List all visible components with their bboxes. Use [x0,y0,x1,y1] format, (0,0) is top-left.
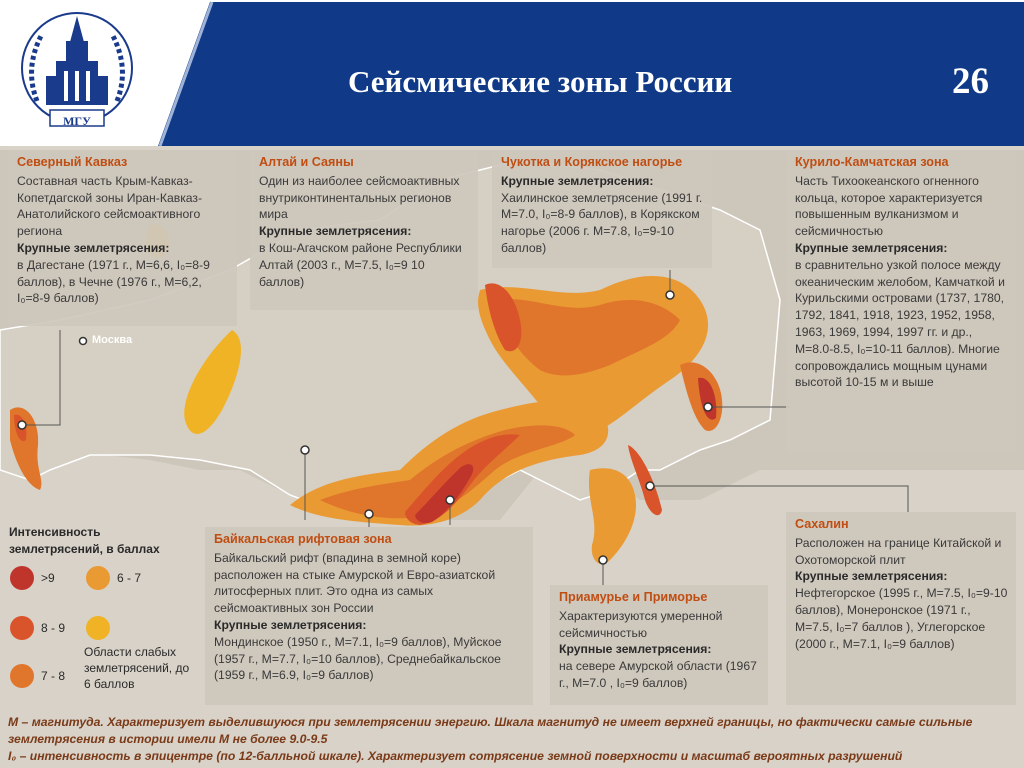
slide-title: Сейсмические зоны России [348,64,733,99]
info-baikal [205,527,533,705]
amur-heading: Приамурье и Приморье [559,590,708,604]
legend-label-6-7: 6 - 7 [117,571,142,585]
legend-swatch-8-9 [10,616,34,640]
legend-swatch-9 [10,566,34,590]
zone-amur [589,468,636,564]
info-altai [250,150,478,310]
chukotka-quakes-label: Крупные землетрясения: [501,173,654,188]
baikal-heading: Байкальская рифтовая зона [214,532,392,546]
sakhalin-text: Расположен на границе Китайской и Охотоморской плит [795,535,1002,567]
info-chukotka [492,150,712,268]
altai-text: Один из наиболее сейсмоактивных внутриконтинентальных регионов мира [259,173,460,222]
legend-label-weak: Области слабых землетрясений, до 6 баллов [84,645,190,691]
footnote [8,714,1018,765]
chukotka-heading: Чукотка и Корякское нагорье [501,155,683,169]
north-caucasus-heading: Северный Кавказ [17,155,128,169]
kuril-heading: Курило-Камчатская зона [795,155,949,169]
slide-number: 26 [952,61,989,102]
altai-heading: Алтай и Саяны [259,155,354,169]
kuril-quakes: в сравнительно узкой полосе между океаническим желобом, Камчаткой и Курильскими островами (1737, 1780, 1792, 1841, 1918, 1923, 1952, 1958, 1963, 1969, 1994, 1997 гг. и др., M=8.0-8.5, I₀=10-11 баллов). Многие сопровождались мощным цунами высотой 10-15 м и выше [795,257,1005,390]
north-caucasus-quakes-label: Крупные землетрясения: [17,240,170,255]
amur-quakes-label: Крупные землетрясения: [559,642,712,657]
legend-title: Интенсивность землетрясений, в баллах [9,525,160,556]
altai-quakes-label: Крупные землетрясения: [259,224,412,239]
north-caucasus-text: Составная часть Крым-Кавказ-Копетдагской зоны Иран-Кавказ-Анатолийского сейсмоактивного региона [17,173,203,239]
kuril-quakes-label: Крупные землетрясения: [795,240,948,255]
baikal-text: Байкальский рифт (впадина в земной коре) расположен на стыке Амурской и Евро-азиатской литосферных плит. Это одна из самых сейсмоактивных зон России [214,550,496,616]
footnote-intensity: I₀ – интенсивность в эпицентре (по 12-балльной шкале). Характеризует сотрясение земной поверхности и масштаб вероятных разрушений [8,749,903,763]
city-moscow-label: Москва [92,334,133,346]
chukotka-quakes: Хаилинское землетрясение (1991 г. M=7.0, I₀=8-9 баллов), в Корякском нагорье (2006 г. M=7.8, I₀=9-10 баллов) [501,190,703,255]
amur-quakes: на севере Амурской области (1967 г., M=7.0 , I₀=9 баллов) [559,659,757,690]
sakhalin-quakes-label: Крупные землетрясения: [795,569,948,584]
baikal-quakes-label: Крупные землетрясения: [214,617,367,632]
legend-swatch-6-7 [86,566,110,590]
info-sakhalin [786,512,1016,705]
baikal-quakes: Мондинское (1950 г., M=7.1, I₀=9 баллов), Муйское (1957 г., M=7.7, I₀=10 баллов), Среднебайкальское (1959 г., M=6.9, I₀=9 баллов) [214,634,502,683]
legend-swatch-7-8 [10,664,34,688]
legend-label-9: >9 [41,571,55,585]
sakhalin-quakes: Нефтегорское (1995 г., M=7.5, I₀=9-10 баллов), Монеронское (1971 г., M=7.5, I₀=7 баллов ), Углегорское (2000 г., M=7.1, I₀=9 баллов) [795,586,1008,651]
legend-swatch-weak [86,616,110,640]
info-north-caucasus [8,150,237,326]
kuril-text: Часть Тихоокеанского огненного кольца, которое характеризуется повышенным вулканизмом и сейсмичностью [795,173,983,239]
altai-quakes: в Кош-Агачском районе Республики Алтай (2003 г., M=7.5, I₀=9 10 баллов) [259,240,462,289]
sakhalin-heading: Сахалин [795,517,849,531]
legend-label-8-9: 8 - 9 [41,621,66,635]
logo-text: МГУ [63,114,91,128]
footnote-magnitude: M – магнитуда. Характеризует выделившуюся при землетрясении энергию. Шкала магнитуд не имеет верхней границы, но фактически самые сильные землетрясения в истории имели M не более 9.0-9.5 [8,715,973,746]
legend-label-7-8: 7 - 8 [41,669,66,683]
amur-text: Характеризуются умеренной сейсмичностью [559,608,723,640]
info-kuril-kamchatka [786,150,1016,453]
info-amur [550,585,768,705]
north-caucasus-quakes: в Дагестане (1971 г., M=6,6, I₀=8-9 баллов), в Чечне (1976 г., M=6,2, I₀=8-9 баллов) [17,257,210,306]
